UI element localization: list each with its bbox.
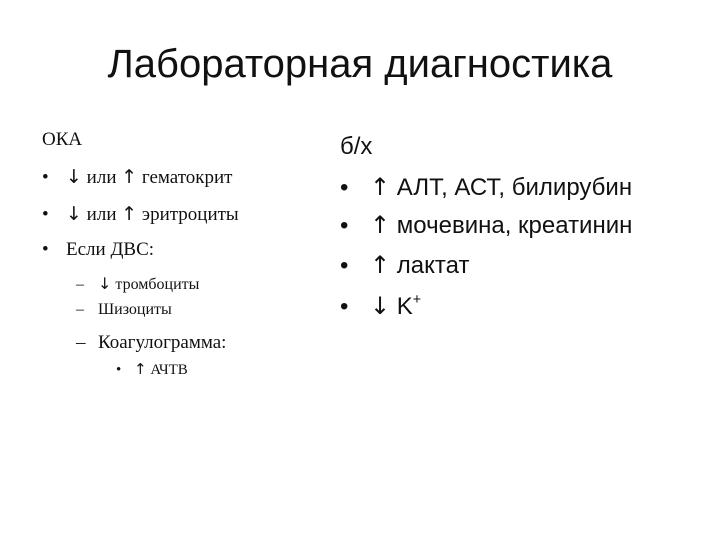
bullet: • [42,167,49,188]
erythrocytes-text: эритроциты [141,204,239,225]
or-text: или [86,204,117,225]
potassium-superscript: + [412,292,422,308]
list-item-potassium [340,293,421,319]
biochem-heading: б/х [340,133,373,160]
arrow-down-icon: ↓ [370,292,391,321]
potassium-text: K [396,293,413,321]
hematocrit-text: гематокрит [141,167,233,188]
arrow-up-icon: ↑ [121,203,138,225]
platelets-text: тромбоциты [115,276,200,293]
slide-title: Лабораторная диагностика [107,42,613,86]
arrow-down-icon: ↓ [66,166,82,188]
bullet: • [340,252,349,279]
list-item-erythrocytes [42,205,239,224]
oka-heading: ОКА [42,129,83,150]
arrow-up-icon: ↑ [134,360,147,378]
list-item-urea [340,213,632,238]
dash: – [76,332,86,353]
bullet: • [340,174,349,201]
arrow-up-icon: ↑ [370,173,391,201]
alt-ast-text: АЛТ, АСТ, билирубин [396,174,633,201]
list-item-alt-ast [340,175,632,200]
bullet: • [42,239,49,260]
sub-item-schistocytes [76,302,172,318]
lactate-text: лактат [396,252,470,279]
list-item-hematocrit [42,168,233,187]
arrow-up-icon: ↑ [370,251,391,279]
dic-text: Если ДВС: [66,239,155,260]
list-item-lactate [340,253,469,278]
arrow-down-icon: ↓ [66,203,82,225]
dash: – [76,276,84,293]
coagulogram-text: Коагулограмма: [98,332,227,353]
arrow-up-icon: ↑ [370,211,391,239]
bullet: • [116,362,122,378]
arrow-up-icon: ↑ [121,166,138,188]
arrow-down-icon: ↓ [98,274,112,293]
urea-text: мочевина, креатинин [396,212,633,239]
dash: – [76,301,84,318]
bullet: • [340,293,349,321]
schistocytes-text: Шизоциты [98,301,172,318]
bullet: • [340,212,349,239]
bullet: • [42,204,49,225]
sub-item-platelets [76,276,199,293]
subsub-item-aptt [116,362,188,378]
sub-item-coagulogram [76,333,226,352]
aptt-text: АЧТВ [150,362,188,378]
list-item-dic [42,240,154,259]
or-text: или [86,167,117,188]
